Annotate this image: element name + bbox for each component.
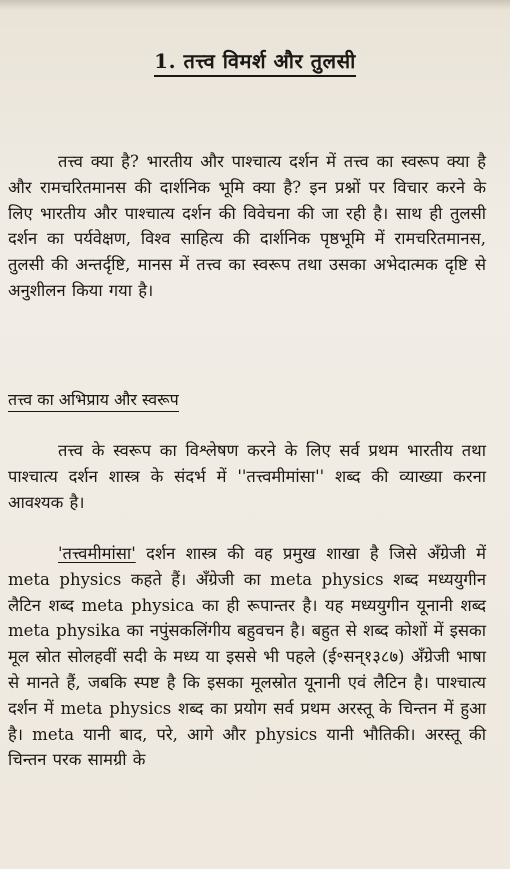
intro-paragraph xyxy=(8,149,486,304)
chapter-title-text: 1. तत्त्व विमर्श और तुलसी xyxy=(154,49,356,77)
section-heading: तत्त्व का अभिप्राय और स्वरूप xyxy=(8,388,179,412)
definition-paragraph-text: तत्त्व के स्वरूप का विश्लेषण करने के लिए सर्व प्रथम भारतीय तथा पाश्चात्य दर्शन शास्त्र के संदर्भ में ''तत्त्वमीमांसा'' शब्द की व्याख्या करना आवश्यक है। xyxy=(8,441,486,512)
chapter-title xyxy=(0,47,510,74)
intro-paragraph-text: तत्त्व क्या है? भारतीय और पाश्चात्य दर्शन में तत्त्व का स्वरूप क्या है और रामचरितमानस की दार्शनिक भूमि क्या है? इन प्रश्नों पर विचार करने के लिए भारतीय और पाश्चात्य दर्शन की विवेचना की जा रही है। साथ ही तुलसी दर्शन का पर्यवेक्षण, विश्व साहित्य की दार्शनिक पृष्ठभूमि में रामचरितमानस, तुलसी की अन्तर्दृष्टि, मानस में तत्त्व का स्वरूप तथा उसका अभेदात्मक दृष्टि से अनुशीलन किया गया है। xyxy=(8,152,486,300)
page-bleed-through xyxy=(0,0,510,10)
metaphysics-paragraph-text: दर्शन शास्त्र की वह प्रमुख शाखा है जिसे अँग्रेजी में meta physics कहते हैं। अँग्रेजी का meta physics शब्द मध्ययुगीन लैटिन शब्द meta physica का ही रूपान्तर है। यह मध्ययुगीन यूनानी शब्द meta physika का नपुंसकलिंगीय बहुवचन है। बहुत से शब्द कोशों में इसका मूल स्रोत सोलहवीं सदी के मध्य या इससे भी पहले (ई॰सन्१३८७) अँग्रेजी भाषा से मानते हैं, जबकि स्पष्ट है कि इसका मूलस्रोत यूनानी एवं लैटिन है। पाश्चात्य दर्शन में meta physics शब्द का प्रयोग सर्व प्रथम अरस्तू के चिन्तन में हुआ है। meta यानी बाद, परे, आगे और physics यानी भौतिकी। अरस्तू की चिन्तन परक सामग्री के xyxy=(8,544,486,770)
definition-paragraph xyxy=(8,438,486,515)
metaphysics-paragraph xyxy=(8,541,486,773)
underlined-term: 'तत्त्वमीमांसा' xyxy=(58,544,136,563)
